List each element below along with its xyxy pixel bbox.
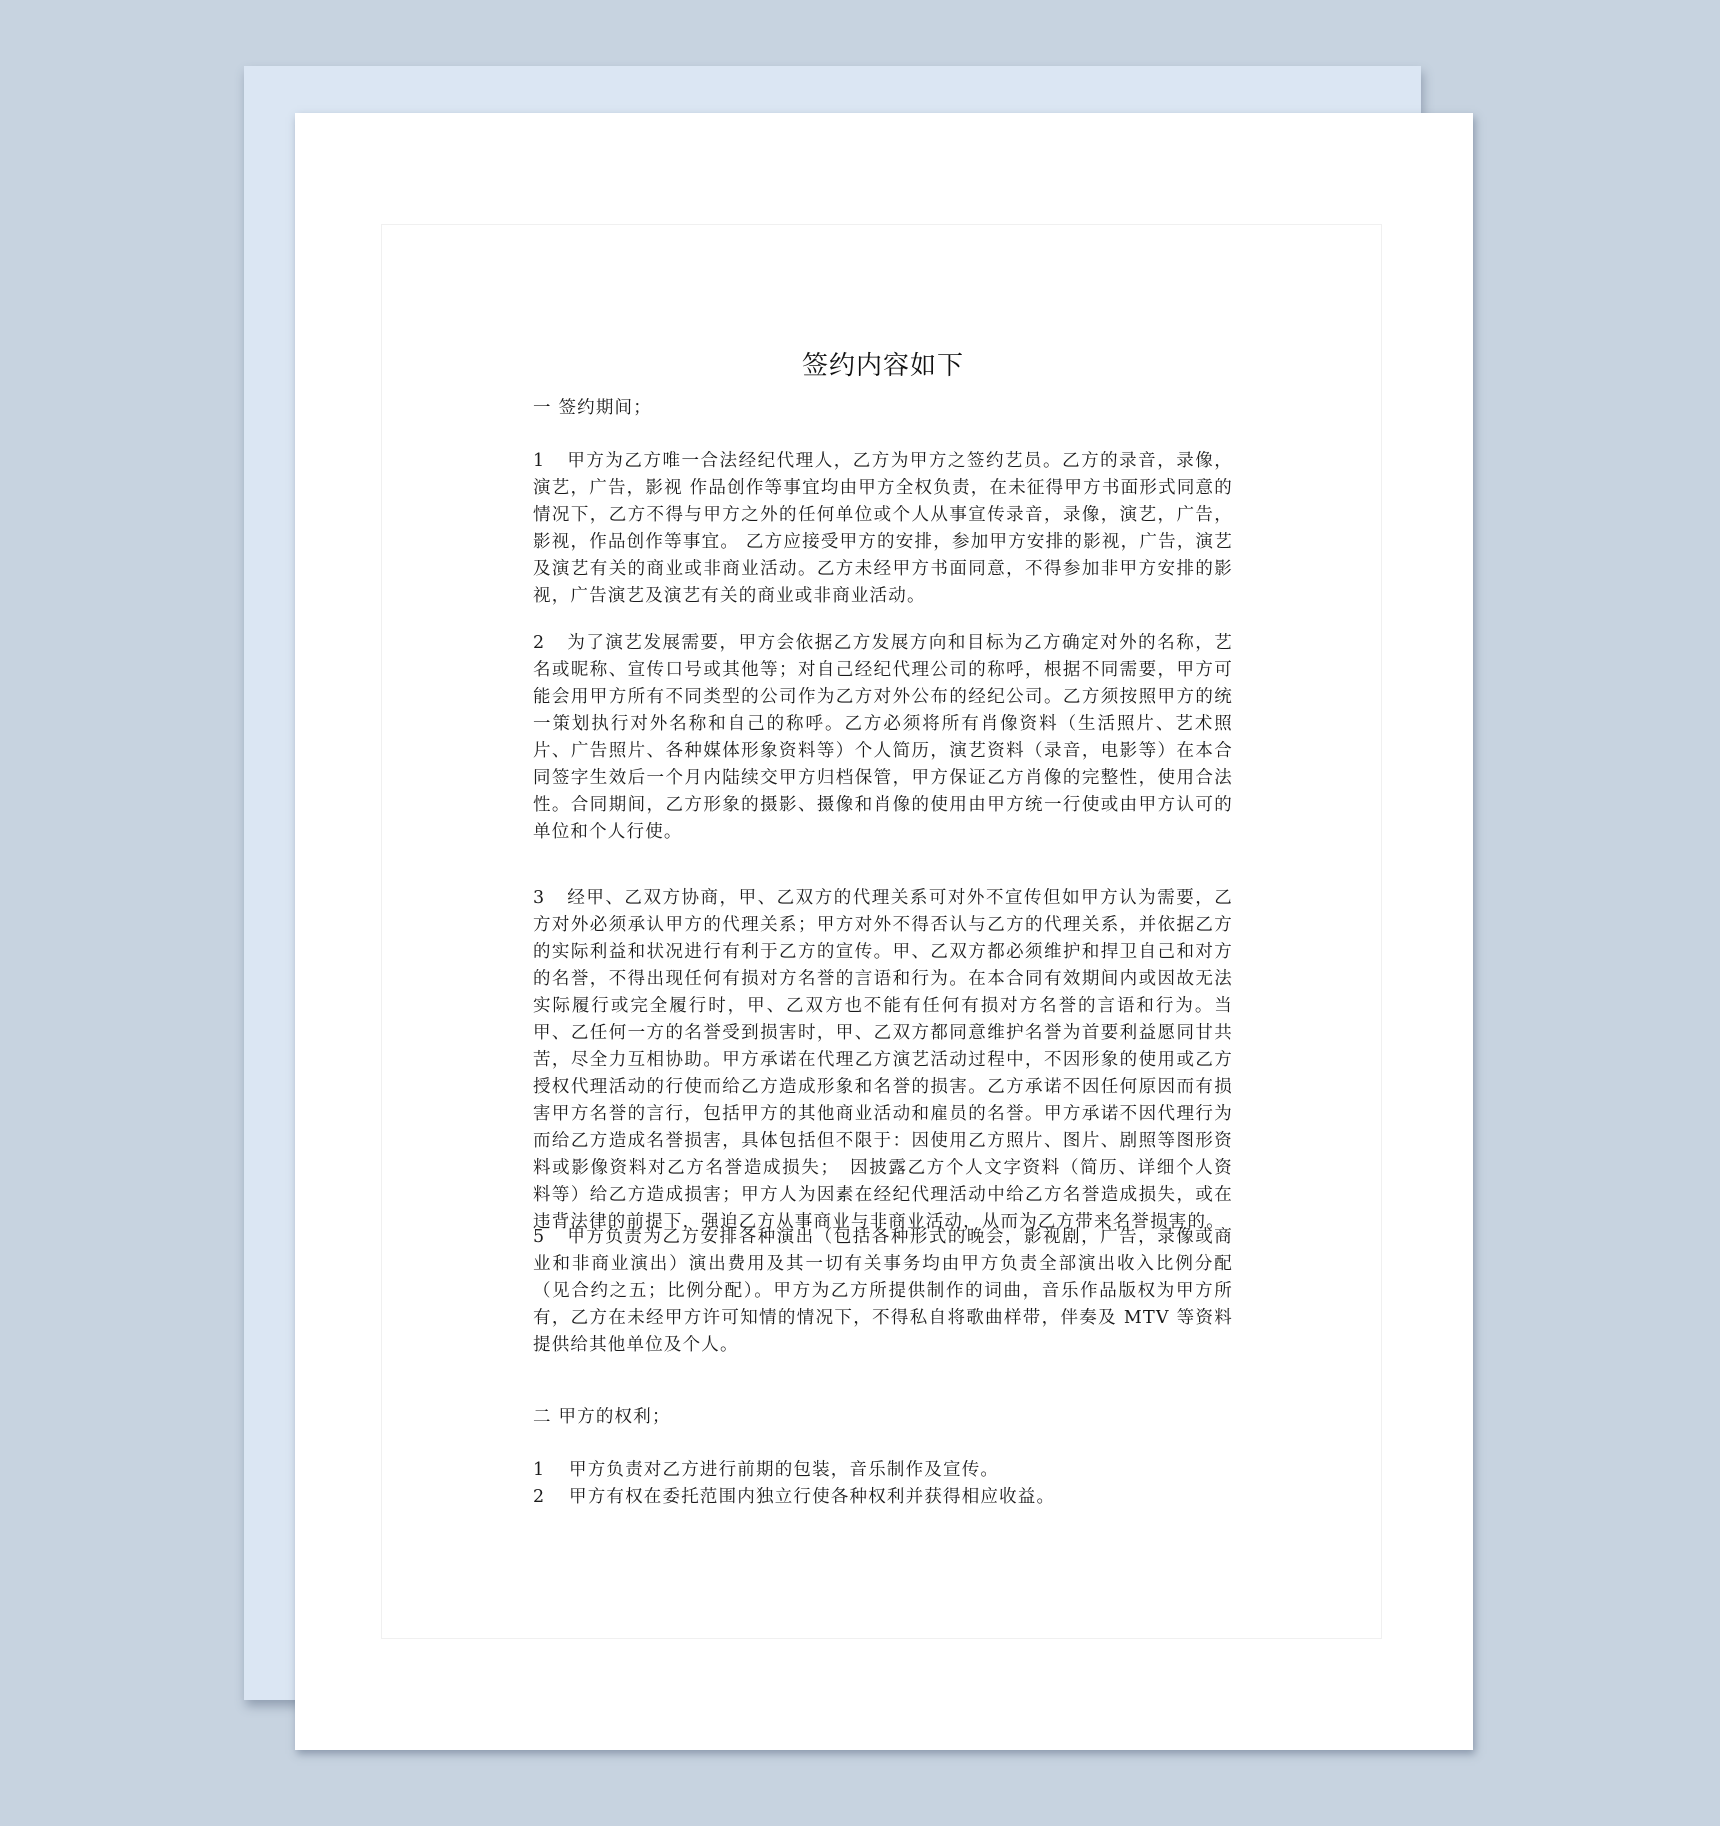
clause-2 (533, 630, 1233, 846)
clause-text: 甲方负责为乙方安排各种演出（包括各种形式的晚会，影视剧，广告，录像或商业和非商业演出）演出费用及其一切有关事务均由甲方负责全部演出收入比例分配（见合约之五；比例分配）。甲方为乙方所提供制作的词曲，音乐作品版权为甲方所有，乙方在未经甲方许可知情的情况下，不得私自将歌曲样带，伴奏及 MTV 等资料提供给其他单位及个人。 (533, 1227, 1233, 1355)
section-heading-signing-period: 一 签约期间； (533, 398, 652, 418)
rights-item-1 (533, 1457, 999, 1484)
clause-number: 2 (533, 633, 546, 653)
clause-number: 5 (533, 1227, 546, 1247)
clause-text: 经甲、乙双方协商，甲、乙双方的代理关系可对外不宣传但如甲方认为需要，乙方对外必须承认甲方的代理关系；甲方对外不得否认与乙方的代理关系，并依据乙方的实际利益和状况进行有利于乙方的宣传。甲、乙双方都必须维护和捍卫自己和对方的名誉，不得出现任何有损对方名誉的言语和行为。在本合同有效期间内或因故无法实际履行或完全履行时，甲、乙双方也不能有任何有损对方名誉的言语和行为。当甲、乙任何一方的名誉受到损害时，甲、乙双方都同意维护名誉为首要利益愿同甘共苦，尽全力互相协助。甲方承诺在代理乙方演艺活动过程中，不因形象的使用或乙方授权代理活动的行使而给乙方造成形象和名誉的损害。乙方承诺不因任何原因而有损害甲方名誉的言行，包括甲方的其他商业活动和雇员的名誉。甲方承诺不因代理行为而给乙方造成名誉损害，具体包括但不限于：因使用乙方照片、图片、剧照等图形资料或影像资料对乙方名誉造成损失； 因披露乙方个人文字资料（简历、详细个人资料等）给乙方造成损害；甲方人为因素在经纪代理活动中给乙方名誉造成损失，或在违背法律的前提下，强迫乙方从事商业与非商业活动，从而为乙方带来名誉损害的。 (533, 888, 1233, 1232)
clause-text: 甲方为乙方唯一合法经纪代理人，乙方为甲方之签约艺员。乙方的录音，录像，演艺，广告，影视 作品创作等事宜均由甲方全权负责，在未征得甲方书面形式同意的情况下，乙方不得与甲方之外的任何单位或个人从事宣传录音，录像，演艺，广告，影视，作品创作等事宜。 乙方应接受甲方的安排，参加甲方安排的影视，广告，演艺及演艺有关的商业或非商业活动。乙方未经甲方书面同意，不得参加非甲方安排的影视，广告演艺及演艺有关的商业或非商业活动。 (533, 451, 1233, 606)
clause-number: 3 (533, 888, 546, 908)
section-heading-party-a-rights: 二 甲方的权利； (533, 1407, 671, 1427)
clause-text: 为了演艺发展需要，甲方会依据乙方发展方向和目标为乙方确定对外的名称，艺名或昵称、宣传口号或其他等；对自己经纪代理公司的称呼，根据不同需要，甲方可能会用甲方所有不同类型的公司作为乙方对外公布的经纪公司。乙方须按照甲方的统一策划执行对外名称和自己的称呼。乙方必须将所有肖像资料（生活照片、艺术照片、广告照片、各种媒体形象资料等）个人简历，演艺资料（录音，电影等）在本合同签字生效后一个月内陆续交甲方归档保管，甲方保证乙方肖像的完整性，使用合法性。合同期间，乙方形象的摄影、摄像和肖像的使用由甲方统一行使或由甲方认可的单位和个人行使。 (533, 633, 1233, 842)
clause-5 (533, 1224, 1233, 1359)
clause-1 (533, 448, 1233, 610)
clause-3 (533, 885, 1233, 1236)
item-text: 甲方有权在委托范围内独立行使各种权利并获得相应收益。 (569, 1487, 1056, 1507)
item-text: 甲方负责对乙方进行前期的包装，音乐制作及宣传。 (569, 1460, 1000, 1480)
clause-number: 1 (533, 451, 546, 471)
rights-item-2 (533, 1484, 1055, 1511)
front-page-sheet (295, 113, 1473, 1750)
document-title: 签约内容如下 (801, 351, 964, 381)
item-number: 1 (533, 1460, 546, 1480)
item-number: 2 (533, 1487, 546, 1507)
